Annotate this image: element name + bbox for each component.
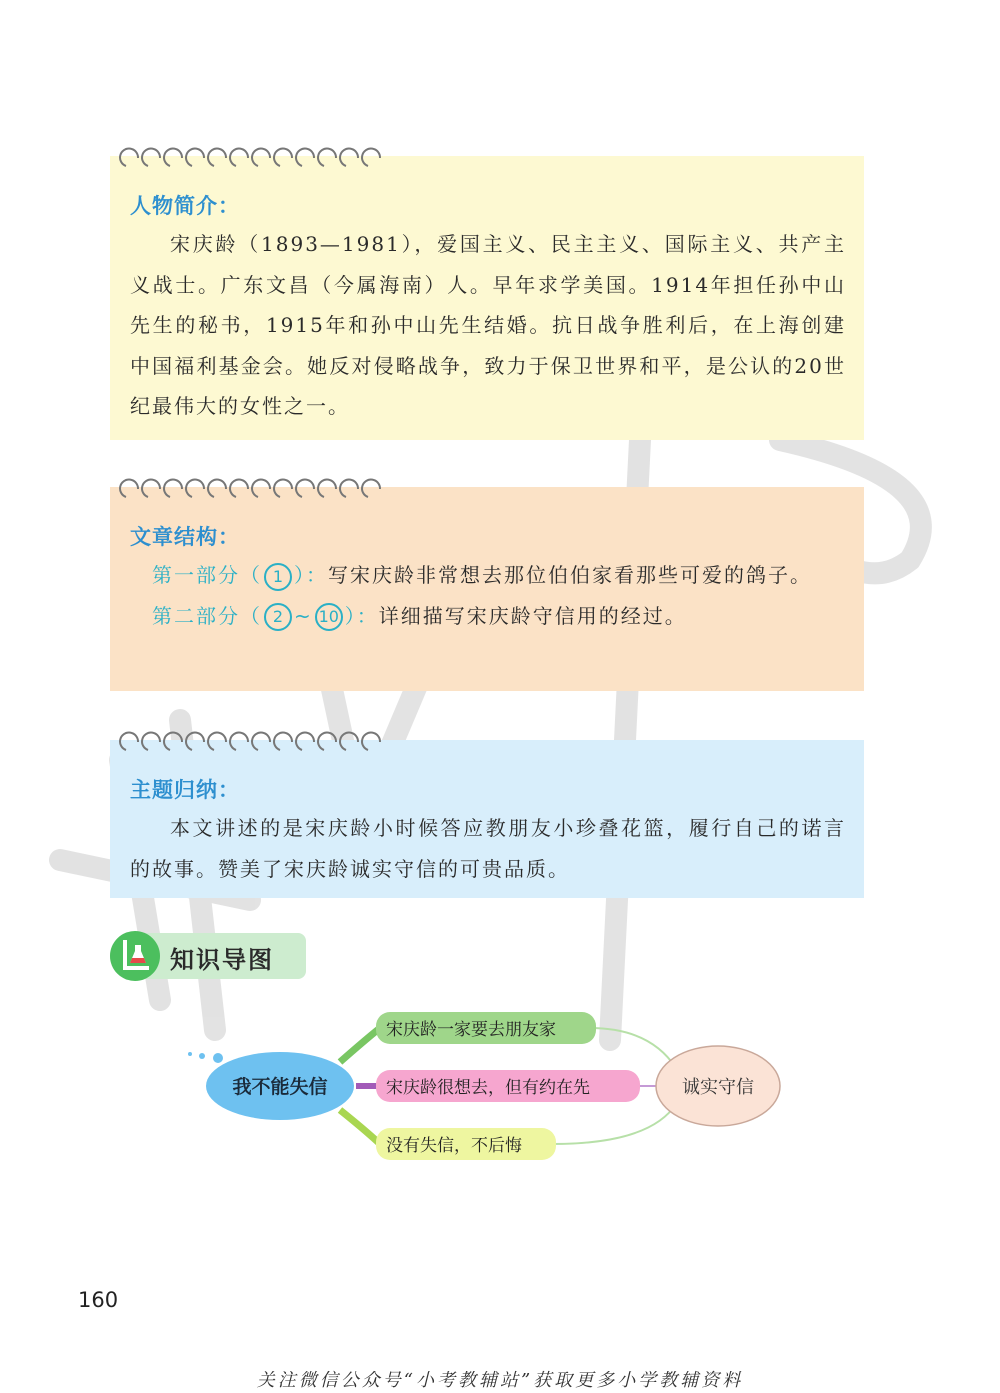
paragraph-number: 10 — [315, 603, 343, 631]
structure-heading: 文章结构： — [130, 525, 240, 549]
spiral-rings — [118, 728, 398, 758]
profile-card — [110, 156, 864, 440]
knowledge-map-badge — [110, 933, 306, 979]
theme-card — [110, 740, 864, 898]
footer-note: 关注微信公众号“小考教辅站”获取更多小学教辅资料 — [256, 1370, 744, 1391]
structure-part-1 — [130, 555, 846, 596]
profile-text: 宋庆龄（1893—1981），爱国主义、民主主义、国际主义、共产主义战士。广东文昌（今属海南）人。早年求学美国。1914年担任孙中山先生的秘书，1915年和孙中山先生结婚。抗日战争胜利后，在上海创建中国福利基金会。她反对侵略战争，致力于保卫世界和平，是公认的20世纪最伟大的女性之一。 — [130, 232, 846, 418]
structure-card — [110, 487, 864, 691]
part-2-text: 详细描写宋庆龄守信用的经过。 — [378, 603, 687, 628]
paragraph-number: 2 — [264, 603, 292, 631]
structure-part-2 — [130, 596, 846, 637]
profile-heading: 人物简介： — [130, 194, 240, 218]
part-1-text: 写宋庆龄非常想去那位伯伯家看那些可爱的鸽子。 — [328, 563, 812, 587]
branch-node-3-label: 没有失信，不后悔 — [386, 1136, 522, 1156]
link-to-conclusion-1 — [590, 1028, 676, 1068]
branch-connector-3 — [340, 1110, 380, 1144]
paragraph-number: 1 — [264, 563, 292, 591]
mind-map — [180, 1000, 800, 1180]
page-number: 160 — [78, 1288, 119, 1312]
branch-node-1-label: 宋庆龄一家要去朋友家 — [386, 1020, 556, 1040]
flask-icon — [110, 931, 160, 981]
conclusion-node-label: 诚实守信 — [682, 1077, 754, 1098]
branch-connector-1 — [340, 1028, 380, 1062]
part-1-label: 第一部分（ 1 ）： — [152, 563, 328, 587]
knowledge-map-title: 知识导图 — [170, 946, 274, 974]
center-node-label: 我不能失信 — [232, 1076, 328, 1098]
link-to-conclusion-3 — [552, 1104, 676, 1144]
spiral-rings — [118, 475, 398, 505]
spiral-rings — [118, 144, 398, 174]
branch-node-2-label: 宋庆龄很想去，但有约在先 — [386, 1078, 590, 1098]
theme-text: 本文讲述的是宋庆龄小时候答应教朋友小珍叠花篮，履行自己的诺言的故事。赞美了宋庆龄诚实守信的可贵品质。 — [130, 816, 846, 881]
part-2-label: 第二部分（ 2 ~ 10 ）： — [152, 604, 379, 628]
theme-heading: 主题归纳： — [130, 778, 240, 802]
